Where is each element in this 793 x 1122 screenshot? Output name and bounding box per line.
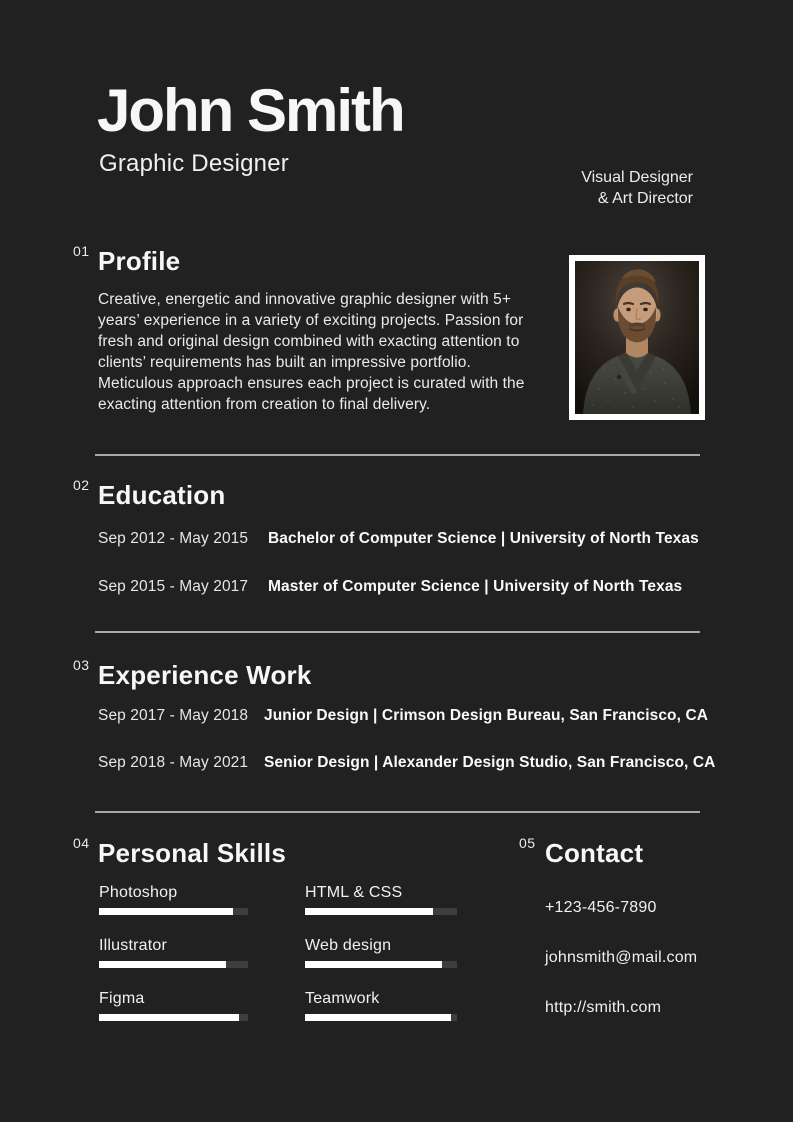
experience-item-dates: Sep 2017 - May 2018 — [98, 707, 249, 724]
contact-email: johnsmith@mail.com — [545, 949, 698, 966]
skill-bar — [305, 908, 457, 915]
contact-section-heading: Contact — [545, 838, 644, 868]
profile-summary-text: Creative, energetic and innovative graphic designer with 5+ years’ experience in a variety of exciting projects. Passion for fresh and original design combined with exacting attention to clients’ requirements has built an impressive portfolio. Meticulous approach ensures each project is curated with the exacting attention from creation to final delivery. — [98, 291, 525, 413]
skill-bar-fill — [305, 961, 442, 968]
education-item-description: Master of Computer Science | University of North Texas — [268, 578, 683, 595]
education-item-description: Bachelor of Computer Science | University of North Texas — [268, 530, 699, 547]
profile-photo — [569, 255, 705, 420]
portrait-illustration — [575, 261, 699, 414]
experience-section-number: 03 — [73, 657, 90, 673]
experience-section-heading: Experience Work — [98, 660, 312, 690]
experience-item-dates: Sep 2018 - May 2021 — [98, 754, 249, 771]
person-role: Graphic Designer — [99, 150, 289, 177]
skill-label: HTML & CSS — [305, 884, 403, 901]
profile-section-number: 01 — [73, 243, 90, 259]
education-section-number: 02 — [73, 477, 90, 493]
skill-bar-fill — [99, 1014, 239, 1021]
skill-bar-fill — [305, 1014, 451, 1021]
skill-label: Photoshop — [99, 884, 178, 901]
skills-column-right — [305, 884, 457, 1043]
tagline-line-2: & Art Director — [597, 190, 693, 207]
contact-list — [545, 899, 697, 1049]
skill-label: Illustrator — [99, 937, 167, 954]
skill-bar-fill — [99, 908, 233, 915]
person-name: John Smith — [97, 77, 404, 144]
skill-bar — [305, 961, 457, 968]
profile-section-heading: Profile — [98, 246, 181, 276]
tagline-line-1: Visual Designer — [581, 169, 693, 186]
education-item-dates: Sep 2012 - May 2015 — [98, 530, 249, 547]
skills-column-left — [99, 884, 248, 1043]
section-divider — [95, 811, 700, 813]
skill-label: Web design — [305, 937, 392, 954]
skill-bar-fill — [305, 908, 433, 915]
skill-label: Teamwork — [305, 990, 380, 1007]
skill-bar — [305, 1014, 457, 1021]
person-tagline — [581, 167, 693, 209]
experience-item-description: Senior Design | Alexander Design Studio, San Francisco, CA — [264, 754, 716, 771]
skill-bar — [99, 961, 248, 968]
skill-bar — [99, 908, 248, 915]
education-item-dates: Sep 2015 - May 2017 — [98, 578, 249, 595]
section-divider — [95, 631, 700, 633]
education-section-heading: Education — [98, 480, 226, 510]
contact-phone: +123-456-7890 — [545, 899, 657, 916]
experience-item-description: Junior Design | Crimson Design Bureau, San Francisco, CA — [264, 707, 709, 724]
contact-website: http://smith.com — [545, 999, 662, 1016]
skill-label: Figma — [99, 990, 145, 1007]
skills-section-heading: Personal Skills — [98, 838, 286, 868]
contact-section-number: 05 — [519, 835, 536, 851]
skill-bar — [99, 1014, 248, 1021]
skill-bar-fill — [99, 961, 226, 968]
section-divider — [95, 454, 700, 456]
skills-section-number: 04 — [73, 835, 90, 851]
